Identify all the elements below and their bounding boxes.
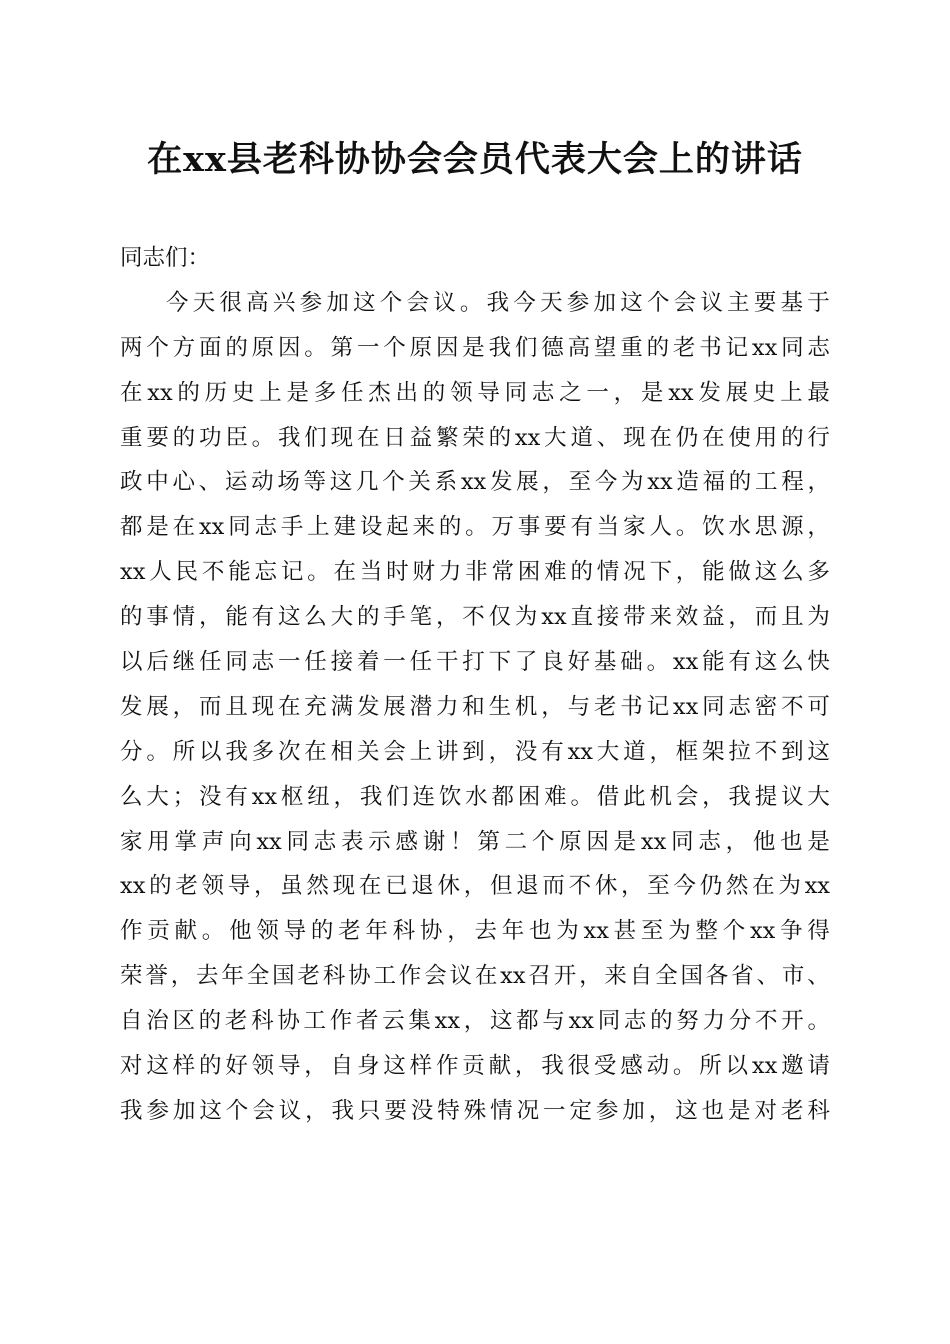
paragraph-line: 的 事 情 ， 能 有 这 么 大 的 手 笔 ， 不 仅 为 xx 直 接 带 来 效 益 ， 而 且 为 bbox=[120, 604, 830, 631]
paragraph-line: 么 大 ； 没 有 xx 枢 纽 ， 我 们 连 饮 水 都 困 难 。 借 此 机 会 ， 我 提 议 大 bbox=[120, 783, 830, 810]
paragraph-line: 以 后 继 任 同 志 一 任 接 着 一 任 干 打 下 了 良 好 基 础 。 xx 能 有 这 么 快 bbox=[120, 649, 830, 676]
paragraph-line: 自 治 区 的 老 科 协 工 作 者 云 集 xx ， 这 都 与 xx 同 志 的 努 力 分 不 开 。 bbox=[120, 1008, 830, 1035]
paragraph-line: 荣 誉 ， 去 年 全 国 老 科 协 工 作 会 议 在 xx 召 开 ， 来 自 全 国 各 省 、 市 、 bbox=[120, 963, 830, 990]
paragraph-line: 在 xx 的 历 史 上 是 多 任 杰 出 的 领 导 同 志 之 一 ， 是 xx 发 展 史 上 最 bbox=[120, 379, 830, 406]
paragraph-line: 重 要 的 功 臣 。 我 们 现 在 日 益 繁 荣 的 xx 大 道 、 现 在 仍 在 使 用 的 行 bbox=[120, 424, 830, 451]
salutation: 同志们： bbox=[120, 245, 211, 271]
paragraph-line: xx 的 老 领 导 ， 虽 然 现 在 已 退 休 ， 但 退 而 不 休 ， 至 今 仍 然 在 为 xx bbox=[120, 873, 830, 900]
paragraph-line: 发 展 ， 而 且 现 在 充 满 发 展 潜 力 和 生 机 ， 与 老 书 记 xx 同 志 密 不 可 bbox=[120, 693, 830, 720]
paragraph-line: 都 是 在 xx 同 志 手 上 建 设 起 来 的 。 万 事 要 有 当 家 人 。 饮 水 思 源 ， bbox=[120, 514, 830, 541]
paragraph-line: 对 这 样 的 好 领 导 ， 自 身 这 样 作 贡 献 ， 我 很 受 感 动 。 所 以 xx 邀 请 bbox=[120, 1053, 830, 1080]
document-title: 在xx县老科协协会会员代表大会上的讲话 bbox=[147, 139, 803, 180]
paragraph-line: xx 人 民 不 能 忘 记 。 在 当 时 财 力 非 常 困 难 的 情 况 下 ， 能 做 这 么 多 bbox=[120, 559, 830, 586]
paragraph-line: 我 参 加 这 个 会 议 ， 我 只 要 没 特 殊 情 况 一 定 参 加 ， 这 也 是 对 老 科 bbox=[120, 1097, 830, 1124]
paragraph-line: 分 。 所 以 我 多 次 在 相 关 会 上 讲 到 ， 没 有 xx 大 道 ， 框 架 拉 不 到 这 bbox=[120, 738, 830, 765]
document-body bbox=[120, 236, 830, 1134]
paragraph-line: 家 用 掌 声 向 xx 同 志 表 示 感 谢 ！ 第 二 个 原 因 是 xx 同 志 ， 他 也 是 bbox=[120, 828, 830, 855]
paragraph-line: 今 天 很 高 兴 参 加 这 个 会 议 。 我 今 天 参 加 这 个 会 议 主 要 基 于 bbox=[166, 289, 830, 316]
paragraph-line: 两 个 方 面 的 原 因 。 第 一 个 原 因 是 我 们 德 高 望 重 的 老 书 记 xx 同 志 bbox=[120, 334, 830, 361]
paragraph-line: 作 贡 献 。 他 领 导 的 老 年 科 协 ， 去 年 也 为 xx 甚 至 为 整 个 xx 争 得 bbox=[120, 918, 830, 945]
paragraph-line: 政 中 心 、 运 动 场 等 这 几 个 关 系 xx 发 展 ， 至 今 为 xx 造 福 的 工 程 ， bbox=[120, 469, 830, 496]
